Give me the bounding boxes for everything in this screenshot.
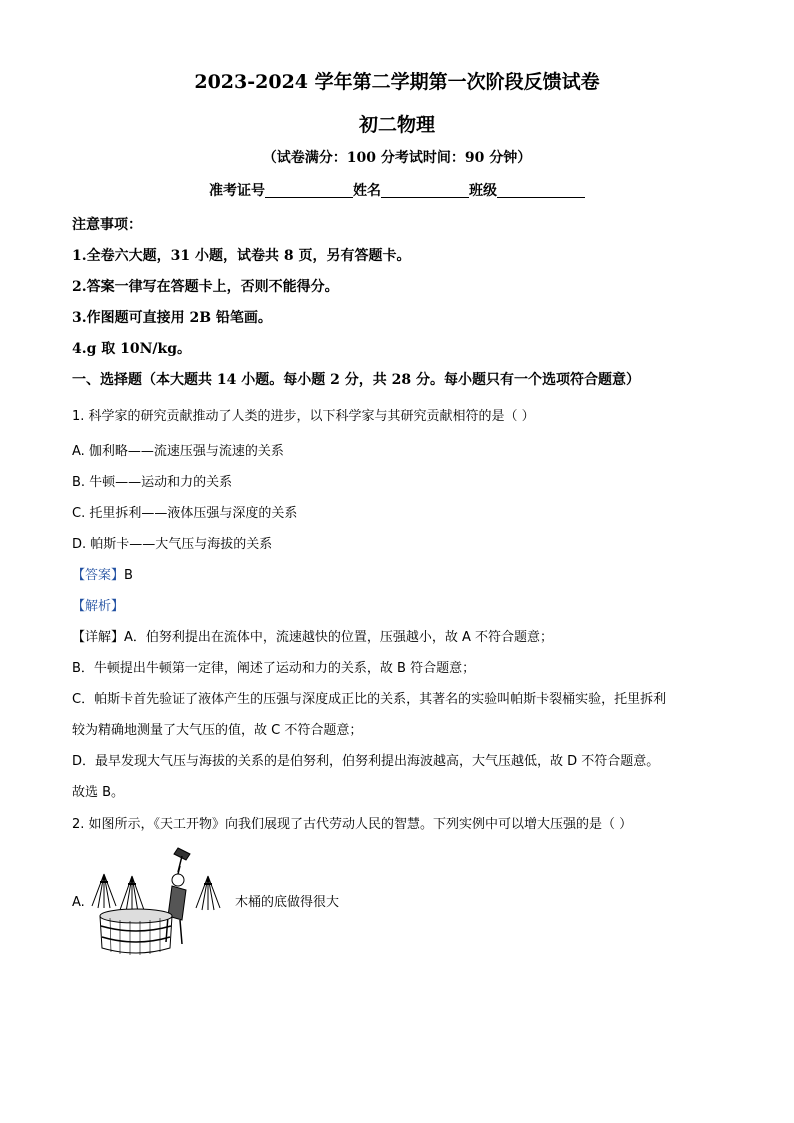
question-1-stem: 1. 科学家的研究贡献推动了人类的进步，以下科学家与其研究贡献相符的是（ ） (72, 409, 535, 424)
explanation-line: 故选 B。 (72, 785, 125, 800)
section-heading: 一、选择题（本大题共 14 小题。每小题 2 分，共 28 分。每小题只有一个选项符合题意） (72, 372, 640, 388)
question-1-option-a: A. 伽利略——流速压强与流速的关系 (72, 444, 284, 459)
note-item: 3.作图题可直接用 2B 铅笔画。 (72, 310, 272, 326)
explanation-line: B．牛顿提出牛顿第一定律，阐述了运动和力的关系，故 B 符合题意； (72, 661, 476, 676)
question-2-option-a-letter: A. (72, 895, 85, 910)
analysis-tag: 【解析】 (72, 599, 125, 614)
exam-info: （试卷满分：100 分考试时间：90 分钟） (262, 150, 532, 166)
explanation-line: 较为精确地测量了大气压的值，故 C 不符合题意； (72, 723, 363, 738)
question-1-option-b: B. 牛顿——运动和力的关系 (72, 475, 233, 490)
name-blank[interactable] (381, 183, 469, 198)
answer-value: B (124, 568, 133, 583)
exam-title: 2023-2024 学年第二学期第一次阶段反馈试卷 (194, 71, 600, 93)
note-item: 4.g 取 10N/kg。 (72, 341, 192, 357)
answer-line (72, 569, 133, 582)
woodblock-illustration-icon (82, 846, 228, 958)
name-label: 姓名 (353, 183, 381, 199)
answer-tag: 【答案】 (72, 568, 125, 583)
identity-row (0, 183, 794, 198)
explanation-line: 【详解】A．伯努利提出在流体中，流速越快的位置，压强越小，故 A 不符合题意； (72, 630, 554, 645)
id-label: 准考证号 (209, 183, 265, 199)
class-label: 班级 (469, 183, 497, 199)
note-item: 1.全卷六大题，31 小题，试卷共 8 页，另有答题卡。 (72, 248, 411, 264)
class-blank[interactable] (497, 183, 585, 198)
analysis-line (72, 600, 124, 613)
id-blank[interactable] (265, 183, 353, 198)
note-item: 2.答案一律写在答题卡上，否则不能得分。 (72, 279, 339, 295)
notes-heading: 注意事项： (72, 217, 142, 233)
subject-title: 初二物理 (358, 114, 435, 136)
question-1-option-c: C. 托里拆利——液体压强与深度的关系 (72, 506, 298, 521)
explanation-line: C．帕斯卡首先验证了液体产生的压强与深度成正比的关系，其著名的实验叫帕斯卡裂桶实验，托里拆利 (72, 692, 667, 707)
explanation-line: D．最早发现大气压与海拔的关系的是伯努利，伯努利提出海波越高，大气压越低，故 D 不符合题意。 (72, 754, 660, 769)
question-1-option-d: D. 帕斯卡——大气压与海拔的关系 (72, 537, 273, 552)
question-2-option-a-text: 木桶的底做得很大 (235, 895, 340, 910)
question-2-stem: 2. 如图所示，《天工开物》向我们展现了古代劳动人民的智慧。下列实例中可以增大压强的是（ ） (72, 817, 633, 832)
